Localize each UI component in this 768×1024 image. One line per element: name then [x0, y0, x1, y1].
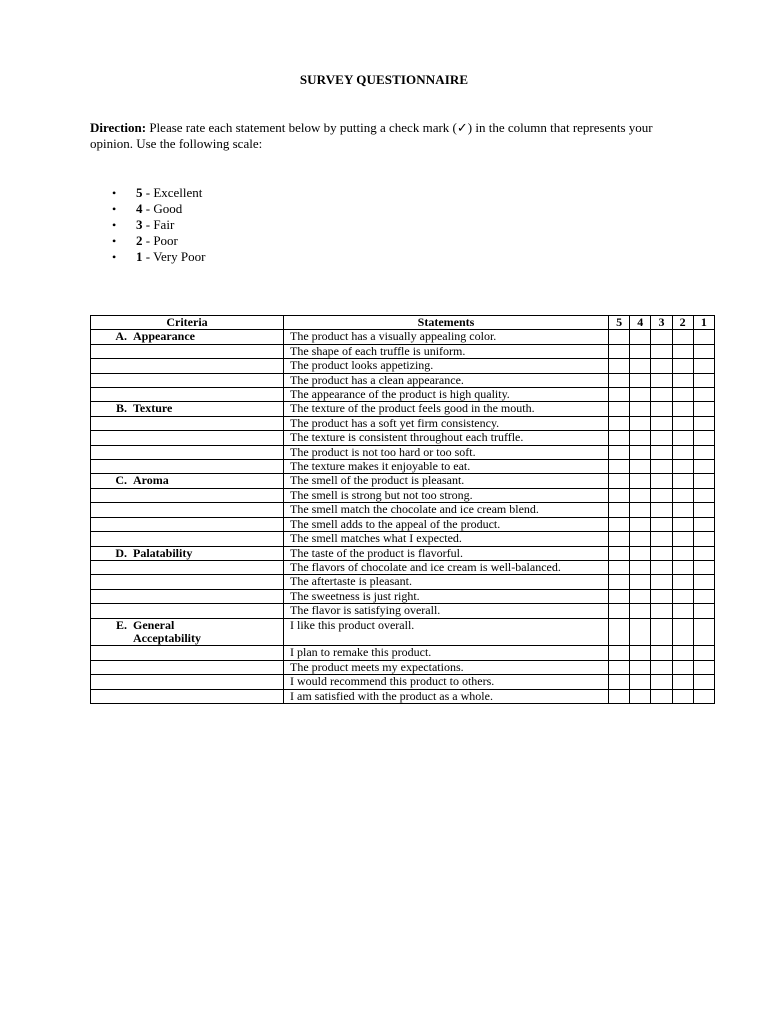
criteria-cell [91, 460, 284, 474]
table-row [91, 359, 715, 373]
bullet-icon: • [112, 202, 117, 216]
rating-cell-1[interactable] [693, 532, 714, 546]
table-row [91, 660, 715, 674]
table-row [91, 517, 715, 531]
rating-cell-5[interactable] [609, 560, 630, 574]
rating-cell-1[interactable] [693, 646, 714, 660]
rating-cell-4[interactable] [630, 344, 651, 358]
bullet-icon: • [112, 218, 117, 232]
rating-cell-2[interactable] [672, 646, 693, 660]
criteria-letter: C. [115, 473, 127, 488]
statement-cell: The texture is consistent throughout each truffle. [284, 431, 609, 445]
table-row [91, 546, 715, 560]
rating-cell-1[interactable] [693, 474, 714, 488]
criteria-letter: E. [115, 617, 127, 632]
rating-cell-1[interactable] [693, 460, 714, 474]
statement-cell: I like this product overall. [284, 618, 609, 646]
rating-cell-1[interactable] [693, 416, 714, 430]
table-row [91, 589, 715, 603]
rating-scale-list [112, 185, 205, 265]
statement-cell: The taste of the product is flavorful. [284, 546, 609, 560]
criteria-cell [91, 660, 284, 674]
table-row [91, 388, 715, 402]
rating-cell-5[interactable] [609, 660, 630, 674]
rating-cell-5[interactable] [609, 575, 630, 589]
rating-cell-1[interactable] [693, 546, 714, 560]
criteria-cell [91, 675, 284, 689]
rating-header-3: 3 [651, 316, 672, 330]
criteria-cell [91, 575, 284, 589]
rating-cell-5[interactable] [609, 330, 630, 344]
table-row [91, 373, 715, 387]
table-row [91, 560, 715, 574]
criteria-name: Appearance [133, 329, 195, 344]
rating-cell-1[interactable] [693, 445, 714, 459]
scale-number: 2 [136, 233, 143, 248]
rating-cell-3[interactable] [651, 416, 672, 430]
scale-number: 4 [136, 201, 143, 216]
statement-cell: The product has a visually appealing color. [284, 330, 609, 344]
statement-cell: The product has a clean appearance. [284, 373, 609, 387]
rating-cell-5[interactable] [609, 402, 630, 416]
statement-cell: The product looks appetizing. [284, 359, 609, 373]
rating-cell-3[interactable] [651, 660, 672, 674]
rating-cell-2[interactable] [672, 416, 693, 430]
statement-cell: The flavor is satisfying overall. [284, 604, 609, 618]
criteria-cell [91, 431, 284, 445]
criteria-letter: B. [115, 401, 127, 416]
rating-cell-1[interactable] [693, 517, 714, 531]
statement-cell: The smell match the chocolate and ice cream blend. [284, 503, 609, 517]
rating-cell-4[interactable] [630, 373, 651, 387]
rating-cell-4[interactable] [630, 589, 651, 603]
rating-cell-5[interactable] [609, 517, 630, 531]
rating-cell-2[interactable] [672, 517, 693, 531]
rating-cell-1[interactable] [693, 373, 714, 387]
rating-cell-5[interactable] [609, 675, 630, 689]
table-row [91, 445, 715, 459]
rating-cell-3[interactable] [651, 474, 672, 488]
rating-cell-3[interactable] [651, 431, 672, 445]
rating-header-1: 1 [693, 316, 714, 330]
rating-cell-3[interactable] [651, 517, 672, 531]
statement-cell: The appearance of the product is high quality. [284, 388, 609, 402]
direction-text: Please rate each statement below by putting a check mark (✓) in the column that represents your opinion. Use the following scale: [90, 120, 653, 151]
table-row [91, 675, 715, 689]
statement-cell: The texture of the product feels good in the mouth. [284, 402, 609, 416]
survey-table [90, 315, 715, 704]
criteria-name: General Acceptability [133, 617, 201, 645]
rating-cell-3[interactable] [651, 330, 672, 344]
table-row [91, 416, 715, 430]
direction-label: Direction: [90, 120, 147, 135]
rating-cell-1[interactable] [693, 575, 714, 589]
rating-cell-1[interactable] [693, 402, 714, 416]
criteria-cell [91, 646, 284, 660]
criteria-header: Criteria [91, 316, 284, 330]
criteria-name: Palatability [133, 545, 193, 560]
rating-cell-2[interactable] [672, 689, 693, 703]
rating-cell-2[interactable] [672, 532, 693, 546]
rating-cell-3[interactable] [651, 546, 672, 560]
criteria-letter: A. [115, 329, 127, 344]
rating-cell-3[interactable] [651, 618, 672, 646]
rating-cell-5[interactable] [609, 359, 630, 373]
rating-cell-2[interactable] [672, 589, 693, 603]
statement-cell: The product has a soft yet firm consistency. [284, 416, 609, 430]
criteria-cell [91, 560, 284, 574]
rating-cell-4[interactable] [630, 532, 651, 546]
rating-cell-1[interactable] [693, 689, 714, 703]
criteria-cell [91, 488, 284, 502]
table-row [91, 618, 715, 646]
criteria-cell [91, 330, 284, 344]
bullet-icon: • [112, 250, 117, 264]
criteria-cell [91, 416, 284, 430]
rating-cell-3[interactable] [651, 503, 672, 517]
rating-cell-1[interactable] [693, 503, 714, 517]
rating-cell-1[interactable] [693, 589, 714, 603]
rating-cell-4[interactable] [630, 359, 651, 373]
statement-cell: The smell of the product is pleasant. [284, 474, 609, 488]
rating-cell-1[interactable] [693, 604, 714, 618]
rating-cell-2[interactable] [672, 575, 693, 589]
rating-cell-1[interactable] [693, 488, 714, 502]
rating-cell-4[interactable] [630, 675, 651, 689]
rating-cell-4[interactable] [630, 503, 651, 517]
criteria-cell [91, 546, 284, 560]
rating-cell-2[interactable] [672, 460, 693, 474]
rating-cell-5[interactable] [609, 445, 630, 459]
scale-description: - Very Poor [142, 249, 206, 264]
criteria-cell [91, 402, 284, 416]
statement-cell: The texture makes it enjoyable to eat. [284, 460, 609, 474]
rating-cell-5[interactable] [609, 460, 630, 474]
criteria-letter: D. [115, 545, 127, 560]
rating-cell-3[interactable] [651, 388, 672, 402]
statement-cell: The flavors of chocolate and ice cream is well-balanced. [284, 560, 609, 574]
rating-cell-4[interactable] [630, 388, 651, 402]
criteria-cell [91, 689, 284, 703]
rating-cell-5[interactable] [609, 689, 630, 703]
rating-cell-1[interactable] [693, 675, 714, 689]
criteria-cell [91, 344, 284, 358]
rating-cell-2[interactable] [672, 474, 693, 488]
statement-cell: The shape of each truffle is uniform. [284, 344, 609, 358]
rating-cell-2[interactable] [672, 373, 693, 387]
rating-cell-4[interactable] [630, 431, 651, 445]
direction-paragraph [90, 120, 690, 152]
table-row [91, 474, 715, 488]
rating-cell-2[interactable] [672, 488, 693, 502]
rating-cell-2[interactable] [672, 546, 693, 560]
rating-cell-2[interactable] [672, 431, 693, 445]
statement-cell: The product is not too hard or too soft. [284, 445, 609, 459]
rating-cell-4[interactable] [630, 416, 651, 430]
rating-cell-2[interactable] [672, 604, 693, 618]
rating-cell-4[interactable] [630, 618, 651, 646]
rating-cell-3[interactable] [651, 675, 672, 689]
rating-cell-4[interactable] [630, 445, 651, 459]
rating-cell-3[interactable] [651, 604, 672, 618]
table-row [91, 402, 715, 416]
rating-cell-5[interactable] [609, 646, 630, 660]
rating-cell-3[interactable] [651, 575, 672, 589]
rating-cell-3[interactable] [651, 560, 672, 574]
table-row [91, 646, 715, 660]
criteria-cell [91, 474, 284, 488]
scale-description: - Fair [142, 217, 175, 232]
page-title: SURVEY QUESTIONNAIRE [299, 72, 469, 87]
rating-cell-4[interactable] [630, 604, 651, 618]
criteria-name: Texture [133, 401, 173, 416]
rating-cell-1[interactable] [693, 618, 714, 646]
rating-cell-3[interactable] [651, 359, 672, 373]
statement-cell: The smell is strong but not too strong. [284, 488, 609, 502]
bullet-icon: • [112, 186, 117, 200]
rating-cell-3[interactable] [651, 373, 672, 387]
scale-description: - Excellent [142, 185, 203, 200]
rating-cell-2[interactable] [672, 344, 693, 358]
scale-description: - Poor [142, 233, 178, 248]
rating-cell-1[interactable] [693, 560, 714, 574]
rating-cell-3[interactable] [651, 460, 672, 474]
criteria-cell [91, 388, 284, 402]
rating-cell-4[interactable] [630, 689, 651, 703]
table-row [91, 689, 715, 703]
rating-cell-3[interactable] [651, 402, 672, 416]
table-row [91, 488, 715, 502]
rating-cell-4[interactable] [630, 330, 651, 344]
rating-cell-3[interactable] [651, 589, 672, 603]
rating-cell-5[interactable] [609, 416, 630, 430]
statement-cell: The sweetness is just right. [284, 589, 609, 603]
statements-header: Statements [284, 316, 609, 330]
scale-item [112, 201, 205, 217]
rating-cell-1[interactable] [693, 660, 714, 674]
rating-cell-2[interactable] [672, 359, 693, 373]
criteria-cell [91, 359, 284, 373]
rating-cell-1[interactable] [693, 388, 714, 402]
rating-cell-2[interactable] [672, 618, 693, 646]
bullet-icon: • [112, 234, 117, 248]
rating-cell-4[interactable] [630, 402, 651, 416]
rating-cell-2[interactable] [672, 503, 693, 517]
scale-item [112, 233, 205, 249]
table-row [91, 460, 715, 474]
table-row [91, 532, 715, 546]
rating-cell-2[interactable] [672, 330, 693, 344]
rating-cell-5[interactable] [609, 388, 630, 402]
rating-cell-3[interactable] [651, 344, 672, 358]
statement-cell: I would recommend this product to others. [284, 675, 609, 689]
rating-cell-1[interactable] [693, 330, 714, 344]
statement-cell: The aftertaste is pleasant. [284, 575, 609, 589]
rating-cell-5[interactable] [609, 618, 630, 646]
table-row [91, 503, 715, 517]
criteria-cell [91, 589, 284, 603]
rating-cell-5[interactable] [609, 431, 630, 445]
criteria-cell [91, 503, 284, 517]
rating-cell-5[interactable] [609, 589, 630, 603]
rating-cell-4[interactable] [630, 546, 651, 560]
scale-description: - Good [142, 201, 183, 216]
criteria-cell [91, 373, 284, 387]
rating-cell-5[interactable] [609, 474, 630, 488]
rating-cell-3[interactable] [651, 532, 672, 546]
statement-cell: The product meets my expectations. [284, 660, 609, 674]
criteria-cell [91, 618, 284, 646]
rating-cell-4[interactable] [630, 575, 651, 589]
statement-cell: The smell adds to the appeal of the product. [284, 517, 609, 531]
scale-number: 5 [136, 185, 143, 200]
statement-cell: I am satisfied with the product as a whole. [284, 689, 609, 703]
rating-cell-4[interactable] [630, 460, 651, 474]
rating-cell-2[interactable] [672, 675, 693, 689]
scale-item [112, 217, 205, 233]
rating-cell-4[interactable] [630, 474, 651, 488]
table-row [91, 431, 715, 445]
scale-number: 3 [136, 217, 143, 232]
rating-cell-2[interactable] [672, 402, 693, 416]
statement-cell: I plan to remake this product. [284, 646, 609, 660]
rating-cell-5[interactable] [609, 488, 630, 502]
rating-cell-5[interactable] [609, 532, 630, 546]
criteria-cell [91, 604, 284, 618]
rating-cell-4[interactable] [630, 560, 651, 574]
rating-cell-4[interactable] [630, 660, 651, 674]
rating-cell-5[interactable] [609, 344, 630, 358]
rating-cell-5[interactable] [609, 373, 630, 387]
table-row [91, 330, 715, 344]
rating-cell-2[interactable] [672, 388, 693, 402]
rating-cell-4[interactable] [630, 517, 651, 531]
table-row [91, 575, 715, 589]
rating-cell-3[interactable] [651, 488, 672, 502]
rating-cell-5[interactable] [609, 503, 630, 517]
rating-cell-1[interactable] [693, 359, 714, 373]
rating-cell-5[interactable] [609, 604, 630, 618]
criteria-name: Aroma [133, 473, 169, 488]
rating-header-2: 2 [672, 316, 693, 330]
criteria-cell [91, 532, 284, 546]
scale-item [112, 249, 205, 265]
rating-cell-2[interactable] [672, 560, 693, 574]
rating-cell-5[interactable] [609, 546, 630, 560]
criteria-cell [91, 517, 284, 531]
rating-header-5: 5 [609, 316, 630, 330]
rating-cell-1[interactable] [693, 344, 714, 358]
rating-cell-4[interactable] [630, 646, 651, 660]
rating-header-4: 4 [630, 316, 651, 330]
scale-number: 1 [136, 249, 143, 264]
scale-item [112, 185, 205, 201]
rating-cell-3[interactable] [651, 646, 672, 660]
table-header-row [91, 316, 715, 330]
rating-cell-2[interactable] [672, 660, 693, 674]
table-row [91, 344, 715, 358]
rating-cell-3[interactable] [651, 689, 672, 703]
rating-cell-2[interactable] [672, 445, 693, 459]
statement-cell: The smell matches what I expected. [284, 532, 609, 546]
criteria-cell [91, 445, 284, 459]
table-row [91, 604, 715, 618]
rating-cell-4[interactable] [630, 488, 651, 502]
rating-cell-3[interactable] [651, 445, 672, 459]
rating-cell-1[interactable] [693, 431, 714, 445]
